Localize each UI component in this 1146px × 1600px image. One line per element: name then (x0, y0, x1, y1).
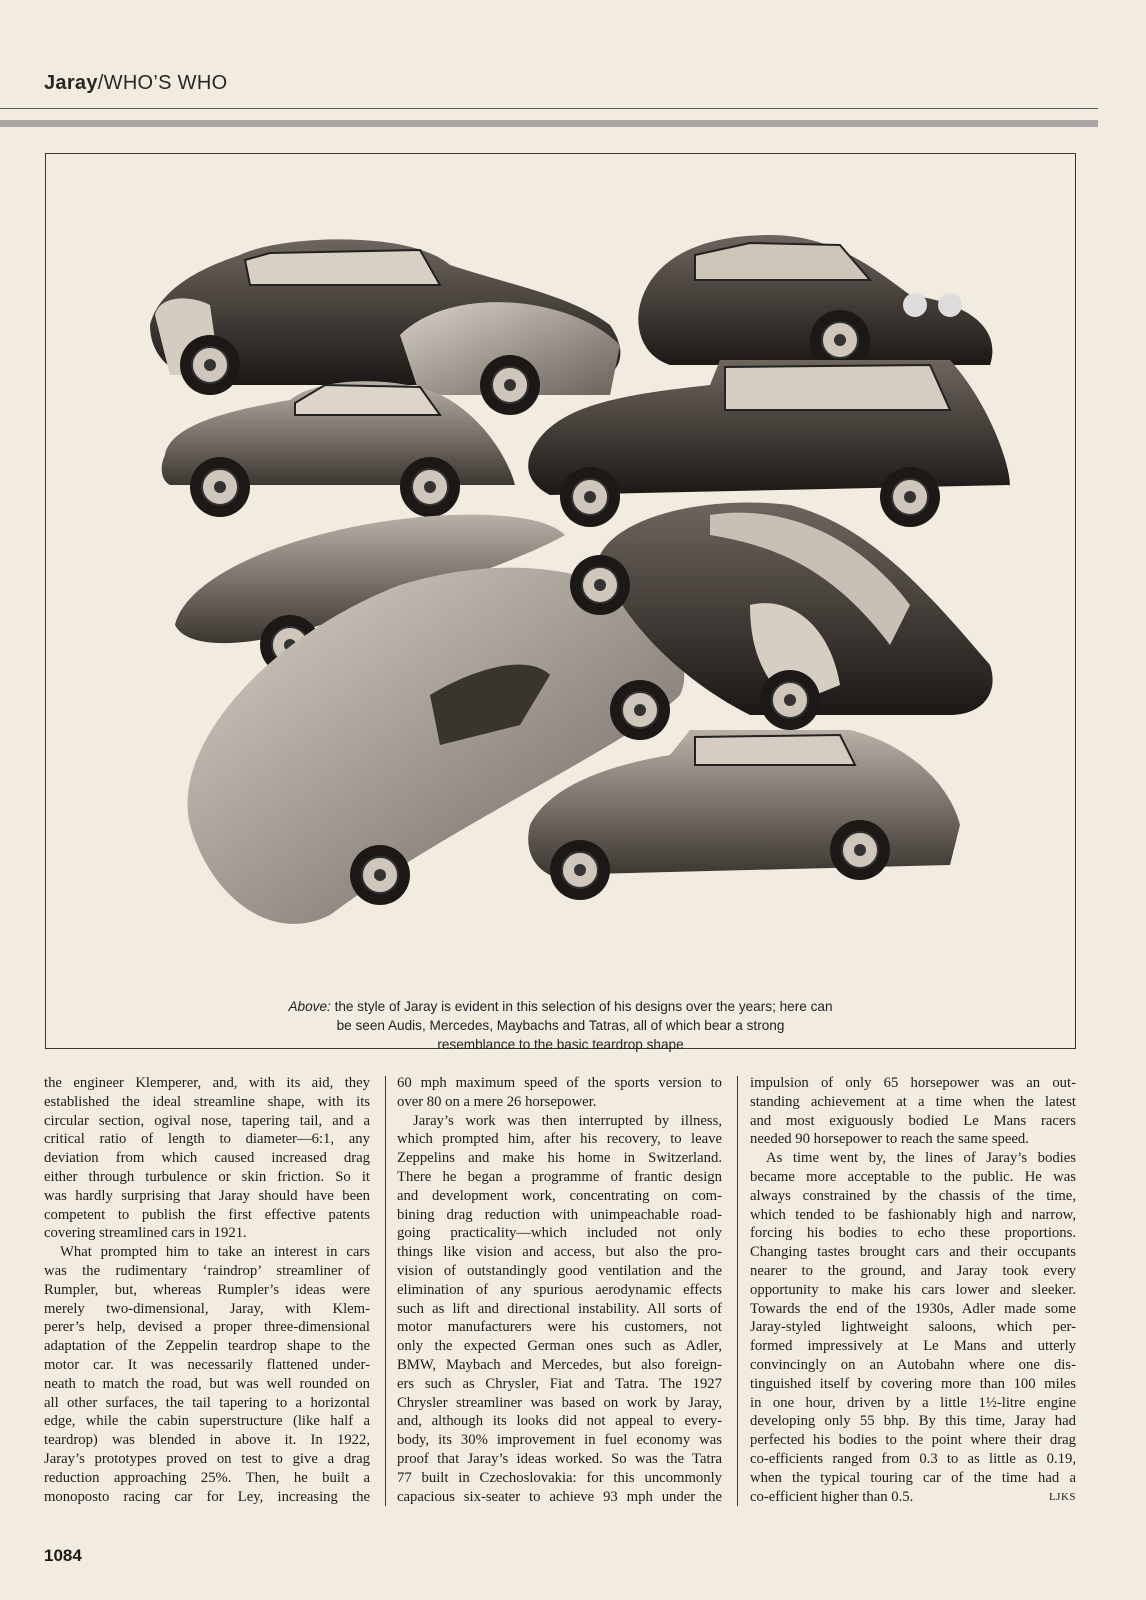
text-line-content: motor car. It was necessarily flattened under- (44, 1356, 370, 1373)
text-line-content: Towards the end of the 1930s, Adler made some (750, 1300, 1076, 1317)
text-line (750, 1431, 1076, 1450)
text-line-content: and most exiguously bodied Le Mans racers (750, 1112, 1076, 1129)
text-line (44, 1149, 370, 1168)
text-line (750, 1187, 1076, 1206)
text-line-content: going practicality—which included not only (397, 1225, 722, 1242)
text-line-content: covering streamlined cars in 1921. (44, 1225, 247, 1242)
text-line (397, 1093, 722, 1112)
text-line-content: only the expected German ones such as Adler, (397, 1338, 722, 1355)
text-line-content: Jaray’s work was then interrupted by illness, (413, 1112, 722, 1129)
article-column-2 (397, 1074, 722, 1506)
text-line (44, 1187, 370, 1206)
text-line-content: monoposto racing car for Ley, increasing the (44, 1488, 370, 1505)
text-line (750, 1262, 1076, 1281)
text-line-content: ers such as Chrysler, Fiat and Tatra. The 1927 (397, 1375, 722, 1392)
text-line-content: the engineer Klemperer, and, with its aid, they (44, 1075, 370, 1091)
text-line (44, 1168, 370, 1187)
text-line (750, 1300, 1076, 1319)
text-line-content: What prompted him to take an interest in cars (60, 1244, 370, 1261)
caption-line-1 (45, 997, 1076, 1016)
text-line-content: things like vision and access, but also the pro- (397, 1244, 722, 1261)
text-line (397, 1318, 722, 1337)
text-line (44, 1074, 370, 1093)
caption-lead: Above: (288, 999, 331, 1014)
text-line (397, 1450, 722, 1469)
text-line-content: which tended to be fashionably high and narrow, (750, 1206, 1076, 1223)
header-section-suffix: /WHO’S WHO (97, 72, 228, 94)
text-line (750, 1394, 1076, 1413)
text-line (397, 1074, 722, 1093)
text-line-content: vision of outstandingly good ventilation and the (397, 1262, 722, 1279)
text-line (397, 1224, 722, 1243)
car-drawing-audi (162, 381, 515, 517)
text-line (750, 1281, 1076, 1300)
text-line-content: nearer to the ground, and Jaray took every (750, 1262, 1076, 1279)
text-line (44, 1469, 370, 1488)
text-line (750, 1112, 1076, 1131)
text-line-content: reduction approaching 25%. Then, he built a (44, 1469, 370, 1486)
text-line-content: Chrysler streamliner was based on work by Jaray, (397, 1394, 722, 1411)
text-line (397, 1431, 722, 1450)
text-line-content: Rumpler, but, whereas Rumpler’s ideas were (44, 1281, 370, 1298)
car-drawing-tatra (638, 235, 992, 370)
column-divider (737, 1076, 738, 1506)
text-line-content: convincingly on an Autobahn where one dis- (750, 1356, 1076, 1373)
text-line-content: became more acceptable to the public. He was (750, 1168, 1076, 1185)
article-column-3 (750, 1074, 1076, 1506)
text-line-content: deviation from which caused increased drag (44, 1150, 370, 1167)
text-line-content: critical ratio of length to diameter—6:1, any (44, 1131, 370, 1148)
text-line (397, 1300, 722, 1319)
text-line (44, 1224, 370, 1243)
text-line (750, 1130, 1076, 1149)
text-line-content: when the typical touring car of the time had a (750, 1469, 1076, 1486)
text-line (44, 1450, 370, 1469)
text-line-content: 60 mph maximum speed of the sports version to (397, 1075, 722, 1091)
text-line-content: motor manufacturers were his customers, not (397, 1319, 722, 1336)
text-line (750, 1168, 1076, 1187)
text-line-content: needed 90 horsepower to reach the same speed. (750, 1131, 1029, 1148)
text-line (44, 1337, 370, 1356)
text-line-content: edge, while the cabin superstructure (like half a (44, 1413, 370, 1430)
header-section-name: Jaray (44, 72, 98, 94)
text-line-content: co-efficient higher than 0.5. (750, 1488, 914, 1505)
article-column-1 (44, 1074, 370, 1506)
text-line (750, 1488, 1076, 1507)
text-line (44, 1243, 370, 1262)
text-line (750, 1074, 1076, 1093)
text-line (397, 1394, 722, 1413)
text-line-content: BMW, Maybach and Mercedes, but also foreign- (397, 1356, 722, 1373)
text-line (750, 1337, 1076, 1356)
text-line-content: proof that Jaray’s ideas worked. So was the Tatra (397, 1450, 722, 1467)
text-line (44, 1093, 370, 1112)
text-line (750, 1356, 1076, 1375)
text-line (750, 1149, 1076, 1168)
text-line-content: over 80 on a mere 26 horsepower. (397, 1093, 597, 1110)
text-line (44, 1300, 370, 1319)
text-line-content: which prompted him, after his recovery, to leave (397, 1131, 722, 1148)
text-line-content: neath to match the road, but was well rounded on (44, 1375, 370, 1392)
running-header (44, 72, 227, 95)
text-line-content: all other surfaces, the tail tapering to a horizontal (44, 1394, 370, 1411)
text-line-content: developing only 55 bhp. By this time, Jaray had (750, 1413, 1076, 1430)
text-line-content: circular section, ogival nose, tapering tail, and a (44, 1112, 370, 1129)
text-line (397, 1112, 722, 1131)
car-drawing-adler (528, 730, 960, 900)
text-line (44, 1262, 370, 1281)
text-line (750, 1318, 1076, 1337)
text-line (397, 1130, 722, 1149)
text-line-content: Changing tastes brought cars and their occupants (750, 1244, 1076, 1261)
text-line (397, 1337, 722, 1356)
text-line (397, 1281, 722, 1300)
text-line (750, 1206, 1076, 1225)
text-line (44, 1206, 370, 1225)
text-line (750, 1412, 1076, 1431)
text-line (397, 1356, 722, 1375)
text-line (397, 1262, 722, 1281)
text-line-content: teardrop) was blended in above it. In 1922, (44, 1432, 370, 1449)
text-line (750, 1224, 1076, 1243)
text-line-content: Zeppelins and make his home in Switzerland. (397, 1150, 722, 1167)
text-line-content: such as lift and directional instability. All sorts of (397, 1300, 722, 1317)
author-initials: LJKS (1048, 1490, 1076, 1503)
text-line-content: elimination of any spurious aerodynamic effects (397, 1281, 722, 1298)
text-line (397, 1168, 722, 1187)
text-line (750, 1093, 1076, 1112)
text-line-content: As time went by, the lines of Jaray’s bodies (766, 1150, 1076, 1167)
text-line (44, 1318, 370, 1337)
text-line-content: formed impressively at Le Mans and utterly (750, 1338, 1076, 1355)
text-line-content: was hardly surprising that Jaray should have been (44, 1187, 370, 1204)
text-line-content: in one hour, driven by a little 1½-litre engine (750, 1394, 1076, 1411)
text-line (44, 1394, 370, 1413)
text-line (44, 1356, 370, 1375)
text-line-content: 77 built in Czechoslovakia: for this uncommonly (397, 1469, 722, 1486)
text-line (397, 1206, 722, 1225)
text-line (750, 1469, 1076, 1488)
text-line (750, 1243, 1076, 1262)
text-line-content: opportunity to make his cars lower and sleeker. (750, 1281, 1076, 1298)
text-line (44, 1375, 370, 1394)
text-line-content: capacious six-seater to achieve 93 mph under the (397, 1488, 722, 1505)
header-rule-thick (0, 120, 1098, 127)
text-line-content: forcing his bodies to echo these proportions. (750, 1225, 1076, 1242)
text-line-content: standing achievement at a time when the latest (750, 1093, 1076, 1110)
text-line-content: and, although its looks did not appeal to every- (397, 1413, 722, 1430)
text-line (44, 1431, 370, 1450)
text-line (750, 1450, 1076, 1469)
text-line (397, 1412, 722, 1431)
text-line (44, 1112, 370, 1131)
text-line-content: and development work, concentrating on com- (397, 1187, 722, 1204)
text-line-content: established the ideal streamline shape, with its (44, 1093, 370, 1110)
text-line (397, 1187, 722, 1206)
caption-text: the style of Jaray is evident in this selection of his designs over the years; here can (330, 999, 833, 1014)
text-line (44, 1412, 370, 1431)
text-line-content: There he began a programme of frantic design (397, 1168, 722, 1185)
text-line (397, 1149, 722, 1168)
column-divider (385, 1076, 386, 1506)
text-line (397, 1488, 722, 1507)
text-line-content: Jaray’s prototypes proved on test to give a drag (44, 1450, 370, 1467)
text-line (44, 1281, 370, 1300)
car-designs-illustration (150, 225, 1020, 935)
text-line-content: co-efficients ranged from 0.3 to as little as 0.19, (750, 1450, 1076, 1467)
text-line-content: either through turbulence or skin friction. So it (44, 1168, 370, 1185)
text-line-content: adaptation of the Zeppelin teardrop shape to the (44, 1338, 370, 1355)
text-line (750, 1375, 1076, 1394)
illustration-caption (45, 997, 1076, 1054)
text-line (44, 1130, 370, 1149)
text-line-content: perfected his bodies to the point where their drag (750, 1432, 1076, 1449)
text-line (44, 1488, 370, 1507)
text-line (397, 1243, 722, 1262)
header-rule-thin (0, 108, 1098, 109)
caption-line-2: be seen Audis, Mercedes, Maybachs and Tatras, all of which bear a strong (336, 1018, 785, 1033)
caption-line-3: resemblance to the basic teardrop shape (437, 1037, 684, 1052)
text-line-content: was the rudimentary ‘raindrop’ streamliner of (44, 1262, 370, 1279)
text-line-content: perer’s help, devised a proper three-dimensional (44, 1319, 370, 1336)
text-line-content: competent to publish the first effective patents (44, 1206, 370, 1223)
text-line-content: body, its 30% improvement in fuel economy was (397, 1432, 722, 1449)
text-line (397, 1469, 722, 1488)
text-line-content: tinguished itself by covering more than 100 miles (750, 1375, 1076, 1392)
text-line-content: merely two-dimensional, Jaray, with Klem- (44, 1300, 370, 1317)
page-number: 1084 (44, 1546, 82, 1565)
text-line-content: impulsion of only 65 horsepower was an out- (750, 1075, 1076, 1091)
text-line-content: always constrained by the chassis of the time, (750, 1187, 1076, 1204)
text-line-content: bining drag reduction with unimpeachable road- (397, 1206, 722, 1223)
text-line-content: Jaray-styled lightweight saloons, which per- (750, 1319, 1076, 1336)
text-line (397, 1375, 722, 1394)
